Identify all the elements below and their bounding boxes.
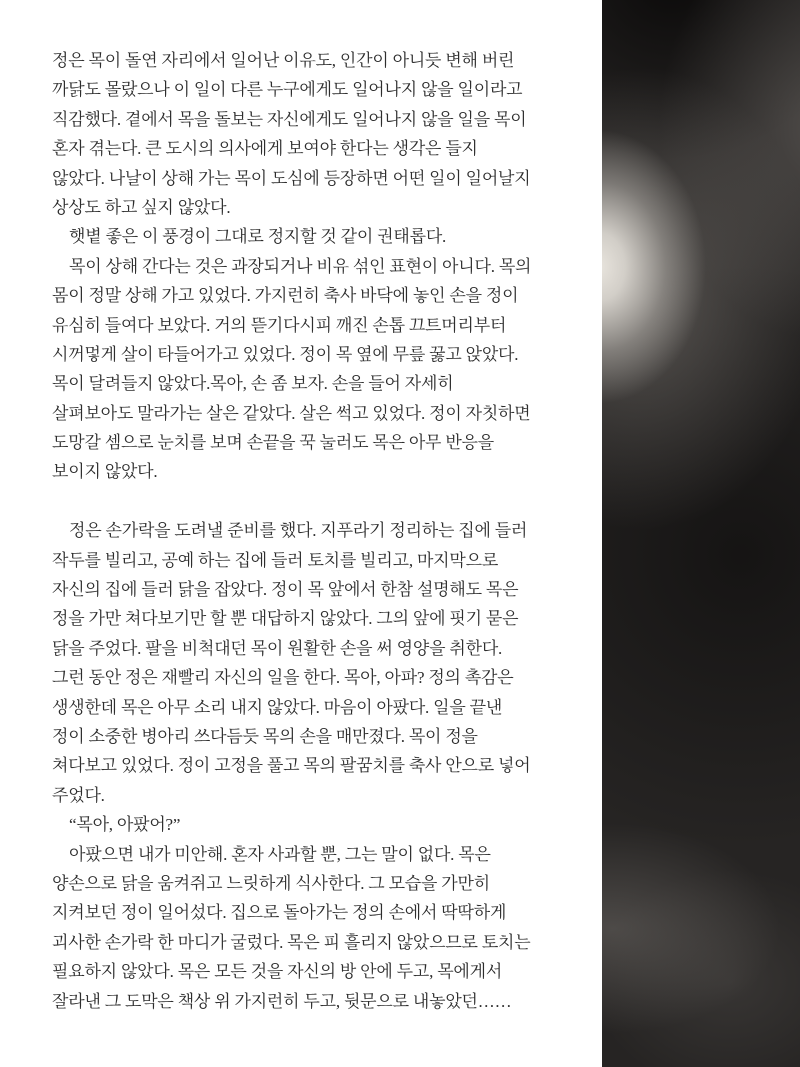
story-text <box>52 46 602 1031</box>
story-line: 살펴보아도 말라가는 살은 같았다. 살은 썩고 있었다. 정이 자칫하면 <box>52 403 531 423</box>
story-line: 정은 목이 돌연 자리에서 일어난 이유도, 인간이 아니듯 변해 버린 <box>52 51 515 70</box>
story-line: 정은 손가락을 도려낼 준비를 했다. 지푸라기 정리하는 집에 들러 <box>69 521 528 541</box>
story-line: 자신의 집에 들러 닭을 잡았다. 정이 목 앞에서 한참 설명해도 목은 <box>52 580 519 600</box>
story-line: 닭을 주었다. 팔을 비척대던 목이 원활한 손을 써 영양을 취한다. <box>52 638 503 658</box>
story-line: 목이 달려들지 않았다.목아, 손 좀 보자. 손을 들어 자세히 <box>52 374 454 394</box>
story-line: “목아, 아팠어?” <box>69 815 181 835</box>
story-line: 혼자 겪는다. 큰 도시의 의사에게 보여야 한다는 생각은 들지 <box>52 139 478 159</box>
story-line: 양손으로 닭을 움켜쥐고 느릿하게 식사한다. 그 모습을 가만히 <box>52 873 490 893</box>
story-line: 정이 소중한 병아리 쓰다듬듯 목의 손을 매만졌다. 목이 정을 <box>52 726 478 746</box>
story-line: 시꺼멓게 살이 타들어가고 있었다. 정이 목 옆에 무릎 꿇고 앉았다. <box>52 344 519 364</box>
story-line: 유심히 들여다 보았다. 거의 뜯기다시피 깨진 손톱 끄트머리부터 <box>52 315 507 335</box>
story-line: 보이지 않았다. <box>52 462 158 482</box>
story-line: 작두를 빌리고, 공예 하는 집에 들러 토치를 빌리고, 마지막으로 <box>52 550 499 570</box>
page-photo <box>602 0 800 1067</box>
story-line: 주었다. <box>52 785 105 805</box>
story-line: 목이 상해 간다는 것은 과장되거나 비유 섞인 표현이 아니다. 목의 <box>69 256 532 276</box>
story-line: 정을 가만 쳐다보기만 할 뿐 대답하지 않았다. 그의 앞에 핏기 묻은 <box>52 609 519 629</box>
story-line: 까닭도 몰랐으나 이 일이 다른 누구에게도 일어나지 않을 일이라고 <box>52 80 523 100</box>
story-line <box>52 487 602 516</box>
story-line: 않았다. 나날이 상해 가는 목이 도심에 등장하면 어떤 일이 일어날지 <box>52 168 531 188</box>
story-line: 도망갈 셈으로 눈치를 보며 손끝을 꾹 눌러도 목은 아무 반응을 <box>52 433 494 453</box>
story-line: 그런 동안 정은 재빨리 자신의 일을 한다. 목아, 아파? 정의 촉감은 <box>52 668 514 688</box>
story-line: 상상도 하고 싶지 않았다. <box>52 197 231 217</box>
story-line: 쳐다보고 있었다. 정이 고정을 풀고 목의 팔꿈치를 축사 안으로 넣어 <box>52 756 531 776</box>
story-line: 필요하지 않았다. 목은 모든 것을 자신의 방 안에 두고, 목에게서 <box>52 962 503 982</box>
story-line: 지켜보던 정이 일어섰다. 집으로 돌아가는 정의 손에서 딱딱하게 <box>52 903 507 923</box>
story-line: 직감했다. 곁에서 목을 돌보는 자신에게도 일어나지 않을 일을 목이 <box>52 109 527 129</box>
story-line: 잘라낸 그 도막은 책상 위 가지런히 두고, 뒷문으로 내놓았던…… <box>52 991 512 1011</box>
story-line: 괴사한 손가락 한 마디가 굴렀다. 목은 피 흘리지 않았으므로 토치는 <box>52 932 531 952</box>
story-line: 햇볕 좋은 이 풍경이 그대로 정지할 것 같이 권태롭다. <box>69 227 447 247</box>
story-line: 생생한데 목은 아무 소리 내지 않았다. 마음이 아팠다. 일을 끝낸 <box>52 697 503 717</box>
story-line: 몸이 정말 상해 가고 있었다. 가지런히 축사 바닥에 놓인 손을 정이 <box>52 286 519 306</box>
story-line: 아팠으면 내가 미안해. 혼자 사과할 뿐, 그는 말이 없다. 목은 <box>69 844 491 864</box>
